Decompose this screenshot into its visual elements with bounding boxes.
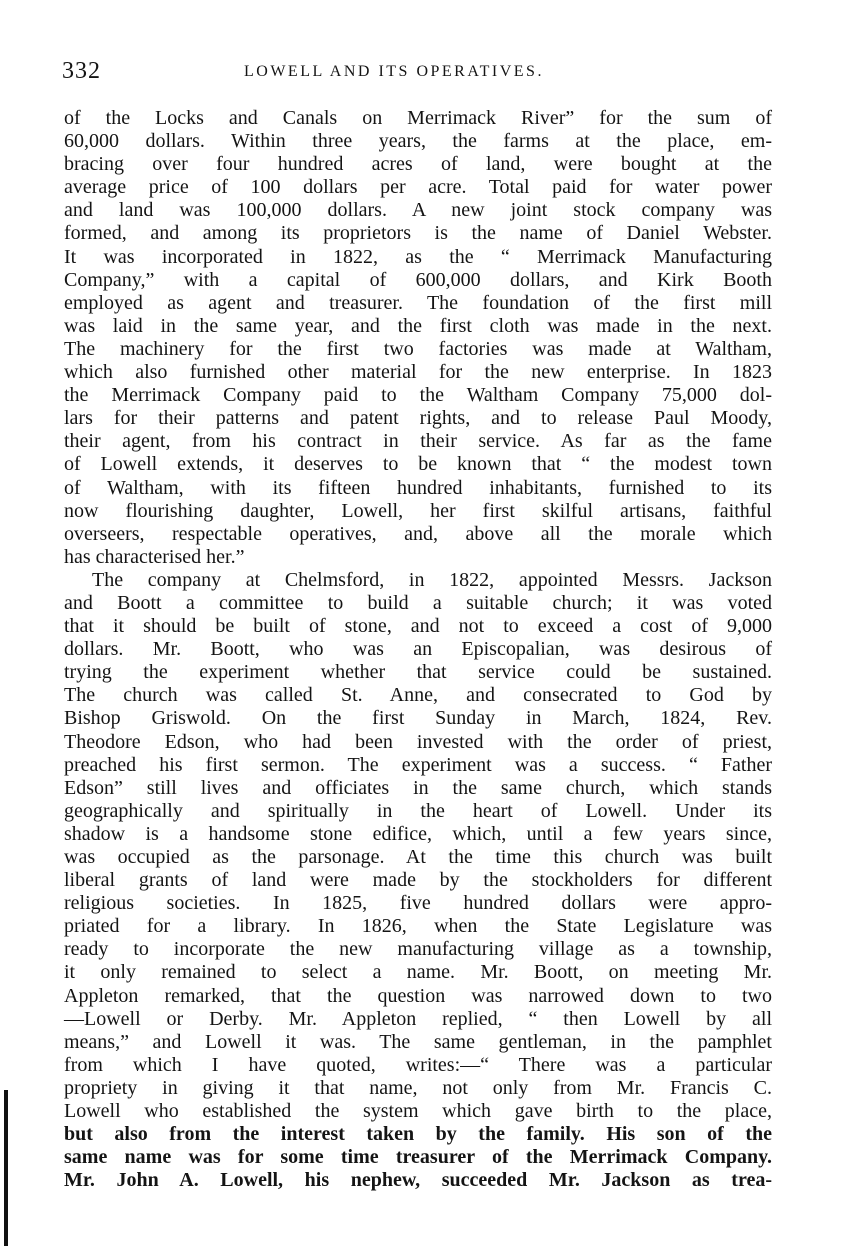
text-line: and land was 100,000 dollars. A new joint stock company was xyxy=(64,199,772,222)
text-line: geographically and spiritually in the heart of Lowell. Under its xyxy=(64,799,772,822)
text-line: The machinery for the first two factories was made at Waltham, xyxy=(64,337,772,360)
text-line: dollars. Mr. Boott, who was an Episcopalian, was desirous of xyxy=(64,638,772,661)
text-line: preached his first sermon. The experiment was a success. “ Father xyxy=(64,753,772,776)
text-line: of Waltham, with its fifteen hundred inhabitants, furnished to its xyxy=(64,476,772,499)
text-line: Bishop Griswold. On the first Sunday in March, 1824, Rev. xyxy=(64,707,772,730)
text-line: of Lowell extends, it deserves to be known that “ the modest town xyxy=(64,453,772,476)
paragraph-start-line: The company at Chelmsford, in 1822, appointed Messrs. Jackson xyxy=(92,568,772,591)
text-line: priated for a library. In 1826, when the State Legislature was xyxy=(64,915,772,938)
text-line: trying the experiment whether that service could be sustained. xyxy=(64,661,772,684)
text-line: the Merrimack Company paid to the Waltham Company 75,000 dol- xyxy=(64,384,772,407)
running-title: LOWELL AND ITS OPERATIVES. xyxy=(244,63,544,80)
text-line: overseers, respectable operatives, and, above all the morale which xyxy=(64,522,772,545)
text-line: liberal grants of land were made by the stockholders for different xyxy=(64,869,772,892)
text-line: lars for their patterns and patent rights, and to release Paul Moody, xyxy=(64,407,772,430)
text-line: of the Locks and Canals on Merrimack River” for the sum of xyxy=(64,107,772,129)
text-line: propriety in giving it that name, not only from Mr. Francis C. xyxy=(64,1076,772,1099)
text-line: Mr. John A. Lowell, his nephew, succeeded Mr. Jackson as trea- xyxy=(64,1169,772,1192)
text-line: that it should be built of stone, and not to exceed a cost of 9,000 xyxy=(64,615,772,638)
text-line: was laid in the same year, and the first cloth was made in the next. xyxy=(64,314,772,337)
text-line: employed as agent and treasurer. The foundation of the first mill xyxy=(64,291,772,314)
text-line: Company,” with a capital of 600,000 dollars, and Kirk Booth xyxy=(64,268,772,291)
text-line: was occupied as the parsonage. At the time this church was built xyxy=(64,846,772,868)
page-number: 332 xyxy=(62,58,101,84)
text-line: The church was called St. Anne, and consecrated to God by xyxy=(64,684,772,707)
text-line: now flourishing daughter, Lowell, her first skilful artisans, faithful xyxy=(64,499,772,522)
paragraph-end-line: has characterised her.” xyxy=(64,545,245,568)
text-line: which also furnished other material for the new enterprise. In 1823 xyxy=(64,361,772,384)
text-line: It was incorporated in 1822, as the “ Merrimack Manufacturing xyxy=(64,245,772,268)
text-line: 60,000 dollars. Within three years, the farms at the place, em- xyxy=(64,130,772,153)
text-line: shadow is a handsome stone edifice, which, until a few years since, xyxy=(64,822,772,845)
body-text xyxy=(64,107,772,1192)
text-line: —Lowell or Derby. Mr. Appleton replied, “ then Lowell by all xyxy=(64,1007,772,1030)
text-line: means,” and Lowell it was. The same gentleman, in the pamphlet xyxy=(64,1030,772,1053)
text-line: and Boott a committee to build a suitable church; it was voted xyxy=(64,591,772,614)
text-line: religious societies. In 1825, five hundred dollars were appro- xyxy=(64,892,772,915)
running-head xyxy=(62,58,772,88)
text-line: ready to incorporate the new manufacturing village as a township, xyxy=(64,938,772,961)
text-line: from which I have quoted, writes:—“ There was a particular xyxy=(64,1053,772,1076)
text-line: Edson” still lives and officiates in the same church, which stands xyxy=(64,776,772,799)
text-line: formed, and among its proprietors is the name of Daniel Webster. xyxy=(64,222,772,245)
text-line: bracing over four hundred acres of land, were bought at the xyxy=(64,153,772,176)
text-line: Appleton remarked, that the question was narrowed down to two xyxy=(64,984,772,1007)
text-line: their agent, from his contract in their service. As far as the fame xyxy=(64,430,772,453)
text-line: average price of 100 dollars per acre. Total paid for water power xyxy=(64,176,772,199)
left-margin-rule xyxy=(4,1090,8,1246)
text-line: it only remained to select a name. Mr. Boott, on meeting Mr. xyxy=(64,961,772,984)
text-line: Lowell who established the system which gave birth to the place, xyxy=(64,1100,772,1123)
text-line: but also from the interest taken by the family. His son of the xyxy=(64,1123,772,1146)
text-line: same name was for some time treasurer of the Merrimack Company. xyxy=(64,1146,772,1169)
text-line: Theodore Edson, who had been invested with the order of priest, xyxy=(64,730,772,753)
